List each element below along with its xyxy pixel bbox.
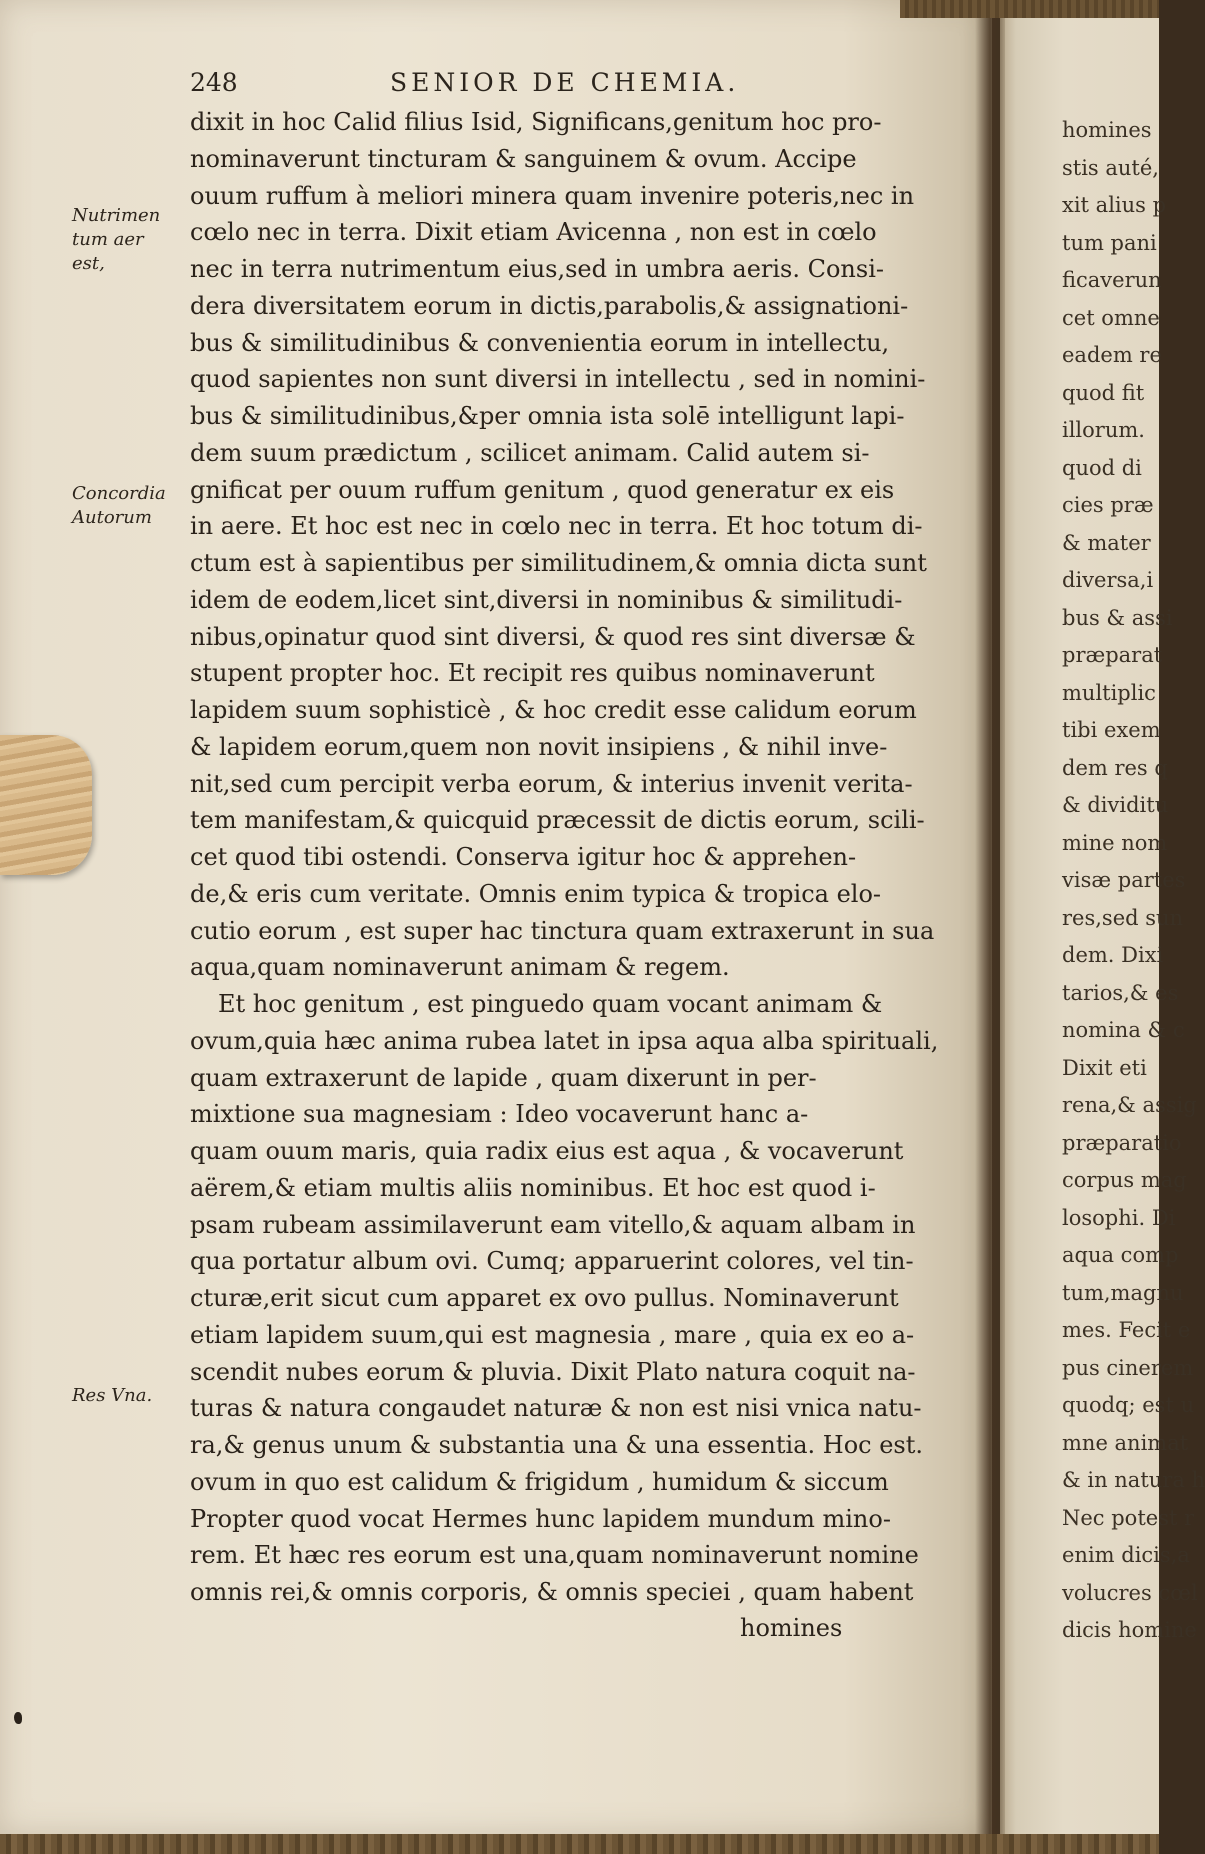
text-line: psam rubeam assimilaverunt eam vitello,& aquam albam in [190,1210,916,1239]
text-line: stupent propter hoc. Et recipit res quibus nominaverunt [190,659,875,688]
right-page-line: quod di [1062,455,1142,480]
right-page-line: ficaverun [1062,268,1162,292]
right-page-line: quodq; est u [1062,1393,1195,1417]
right-page-line: & mater [1062,530,1151,555]
right-page-line: stis auté, [1062,155,1159,180]
margin-note-line: Autorum [72,507,152,528]
right-page-line: dem res q [1062,755,1168,780]
text-line: ra,& genus unum & substantia una & una essentia. Hoc est. [190,1431,924,1459]
page-header [190,68,970,104]
right-page-line: mine nom [1062,830,1168,855]
text-line: nec in terra nutrimentum eius,sed in umbra aeris. Consi- [190,255,884,283]
right-page-line: tibi exem [1062,718,1161,742]
text-line: ovum in quo est calidum & frigidum , humidum & siccum [190,1467,889,1496]
text-line: omnis rei,& omnis corporis, & omnis speciei , quam habent [190,1578,914,1606]
right-page-line: & dividitu [1062,793,1169,817]
text-line: & lapidem eorum,quem non novit insipiens , & nihil inve- [190,732,888,761]
right-page-line: dicis homine [1062,1618,1197,1642]
text-line: turas & natura congaudet naturæ & non est nisi vnica natu- [190,1394,922,1423]
text-line: idem de eodem,licet sint,diversi in nominibus & similitudi- [190,585,903,614]
text-line: cutio eorum , est super hac tinctura quam extraxerunt in sua [190,916,935,945]
right-page-line: tarios,& es [1062,980,1179,1005]
right-page-line: xit alius p [1062,193,1167,217]
right-page-line: dem. Dixi [1062,943,1164,967]
text-line: dera diversitatem eorum in dictis,parabolis,& assignationi- [190,291,909,320]
text-line: aërem,& etiam multis aliis nominibus. Et hoc est quod i- [190,1173,876,1202]
text-line: aqua,quam nominaverunt animam & regem. [190,953,730,982]
text-line: nominaverunt tincturam & sanguinem & ovum. Accipe [190,144,857,173]
right-page-line: & in natura h [1062,1468,1205,1492]
right-page-line: losophi. Di [1062,1205,1176,1230]
right-page-line: cies præ [1062,493,1154,517]
wooden-surface-top [900,0,1159,18]
text-line: nit,sed cum percipit verba eorum, & interius invenit verita- [190,769,913,798]
right-page-line: enim dicis,a [1062,1543,1190,1567]
right-page-line: mne animat [1062,1430,1189,1455]
right-page-line: præparatio [1062,1130,1182,1155]
right-page-line: diversa,i [1062,568,1154,592]
text-line: gnificat per ouum ruffum genitum , quod generatur ex eis [190,475,895,504]
page-clip [0,735,92,875]
page-number: 248 [190,68,238,97]
right-page-line: bus & assi [1062,605,1173,630]
text-line: rem. Et hæc res eorum est una,quam nominaverunt nomine [190,1541,919,1570]
margin-note-line: Concordia [72,483,166,504]
right-page-line: cet omne [1062,305,1160,330]
right-page-line: aqua comp [1062,1243,1179,1267]
right-page-line: pus cinerem [1062,1355,1194,1380]
right-page-line: Dixit eti [1062,1055,1147,1080]
paragraph-1 [190,104,980,986]
text-line: Propter quod vocat Hermes hunc lapidem mundum mino- [190,1504,891,1533]
margin-note-line: Nutrimen [72,205,161,226]
text-line: bus & similitudinibus,&per omnia ista solē intelligunt lapi- [190,402,905,430]
text-line: dixit in hoc Calid filius Isid, Significans,genitum hoc pro- [190,108,882,136]
text-line: etiam lapidem suum,qui est magnesia , mare , quia ex eo a- [190,1320,915,1349]
right-page-line: homines [1062,118,1152,142]
text-line: ouum ruffum à meliori minera quam invenire poteris,nec in [190,181,915,210]
margin-note-nutrimentum [72,204,187,276]
text-line: scendit nubes eorum & pluvia. Dixit Plato natura coquit na- [190,1357,916,1386]
text-line: cœlo nec in terra. Dixit etiam Avicenna , non est in cœlo [190,218,877,247]
margin-note-line: Res Vna. [72,1385,153,1406]
ink-mark [14,1712,22,1724]
text-line: ctum est à sapientibus per similitudinem,& omnia dicta sunt [190,549,927,577]
margin-note-concordia [72,482,187,530]
catchword: homines [740,1614,843,1642]
margin-note-line: est, [72,253,105,274]
paragraph-2 [190,986,980,1611]
right-page-line: mes. Fecit e [1062,1318,1191,1342]
margin-note-res-una [72,1384,187,1408]
text-line: de,& eris cum veritate. Omnis enim typica & tropica elo- [190,879,882,908]
text-line: in aere. Et hoc est nec in cœlo nec in terra. Et hoc totum di- [190,512,923,541]
right-page-line: nomina & c [1062,1018,1185,1042]
text-line: quam ouum maris, quia radix eius est aqua , & vocaverunt [190,1137,904,1165]
text-line: qua portatur album ovi. Cumq; apparuerint colores, vel tin- [190,1247,914,1276]
text-line: dem suum prædictum , scilicet animam. Calid autem si- [190,438,870,467]
text-line: lapidem suum sophisticè , & hoc credit esse calidum eorum [190,696,917,724]
text-line: nibus,opinatur quod sint diversi, & quod res sint diversæ & [190,622,916,651]
wooden-surface-bottom [0,1834,1159,1854]
right-page-line: quod fit [1062,380,1145,405]
right-page-line: eadem re [1062,343,1162,367]
right-page-line: illorum. [1062,418,1145,442]
right-page-line: volucres cœl [1062,1580,1198,1605]
text-line: tem manifestam,& quicquid præcessit de dictis eorum, scili- [190,806,925,835]
text-line: Et hoc genitum , est pinguedo quam vocant animam & [218,990,883,1018]
right-page-line: præparat [1062,643,1163,667]
running-title: SENIOR DE CHEMIA. [390,68,740,97]
right-page-line: res,sed sun [1062,905,1184,930]
right-page-line: tum pani [1062,230,1157,255]
right-page-line: tum,magnu [1062,1280,1184,1305]
right-page-line: multiplic [1062,680,1156,705]
text-line: quod sapientes non sunt diversi in intellectu , sed in nomini- [190,365,926,394]
right-page-text [1062,112,1205,1650]
text-line: mixtione sua magnesiam : Ideo vocaverunt hanc a- [190,1100,809,1129]
text-line: quam extraxerunt de lapide , quam dixerunt in per- [190,1063,817,1092]
right-page-line: rena,& assig [1062,1093,1197,1117]
margin-note-line: tum aer [72,229,144,250]
text-line: bus & similitudinibus & convenientia eorum in intellectu, [190,328,890,357]
text-line: cet quod tibi ostendi. Conserva igitur hoc & apprehen- [190,843,857,871]
text-line: cturæ,erit sicut cum apparet ex ovo pullus. Nominaverunt [190,1284,899,1312]
right-page-line: Nec potest r [1062,1505,1195,1530]
right-page-line: visæ partes [1062,868,1186,892]
right-page-line: corpus mag [1062,1168,1187,1192]
text-line: ovum,quia hæc anima rubea latet in ipsa aqua alba spirituali, [190,1026,939,1055]
